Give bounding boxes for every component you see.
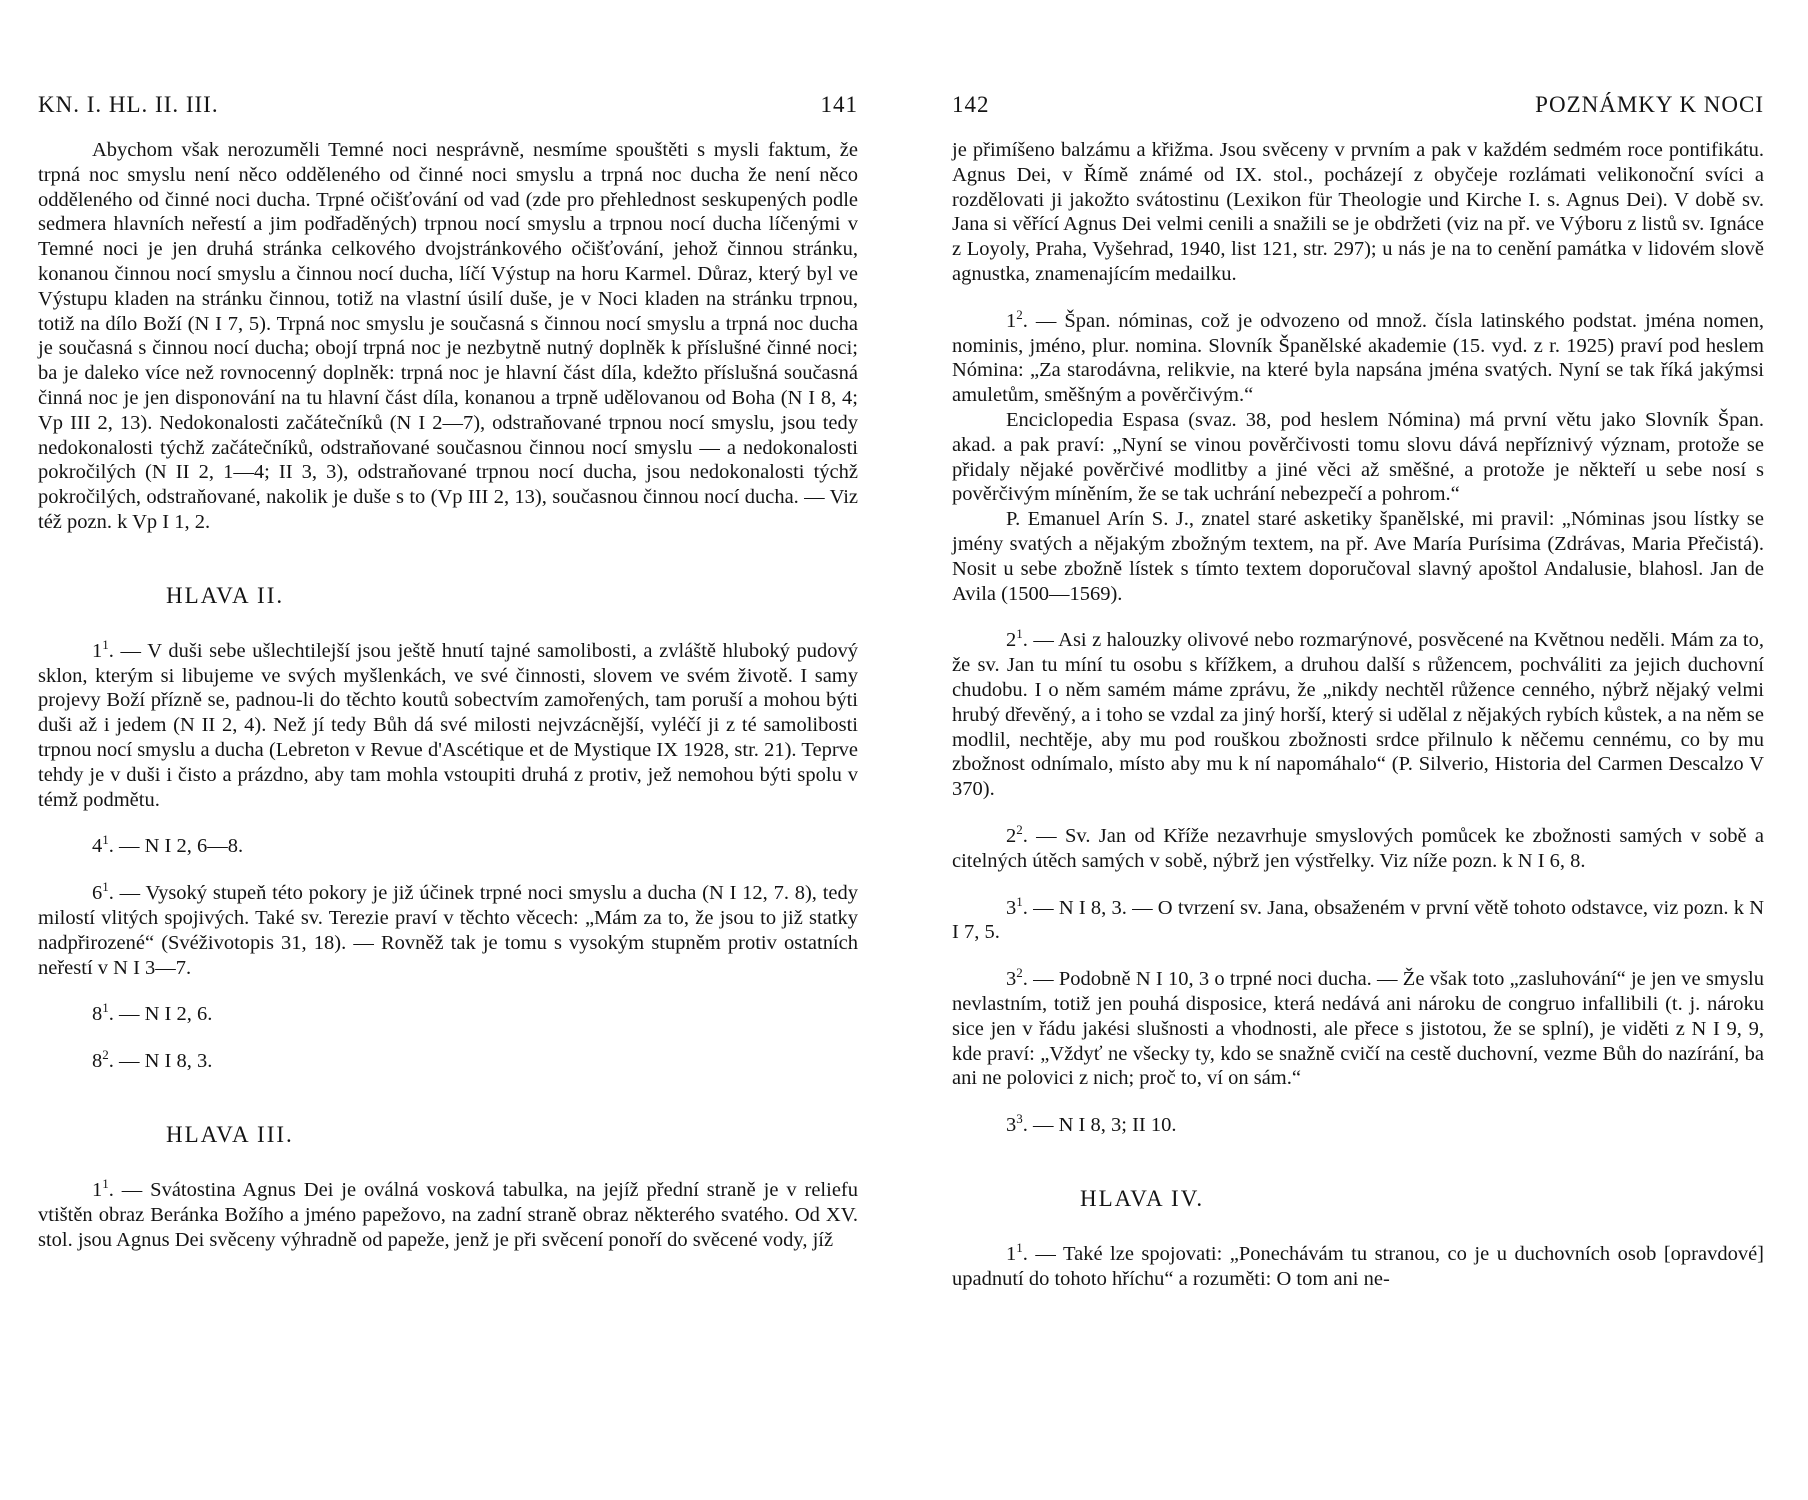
note-superscript: 1	[102, 832, 109, 848]
note-ch2-8-2	[38, 1049, 858, 1074]
note-text: . — V duši sebe ušlechtilejší jsou ještě hnutí tajné samolibosti, a zvláště hluboký pudový sklon, kterým si libujeme ve svých myšlenkách, ve své činnosti, slovem ve svém životě. I samy projevy Boží přízně se, padnou-li do těchto koutů sobectvím zamořených, tam poruší a mohou býti duši až i jedem (N II 2, 4). Než jí tedy Bůh dá své milosti nejvzácnější, vyléčí ji z té samolibosti trpnou nocí smyslu a ducha (Lebreton v Revue d'Ascétique et de Mystique IX 1928, str. 21). Teprve tehdy je v duši i čisto a prázdno, aby tam mohla vstoupiti druhá z protiv, jež nemohou býti spolu v témž podmětu.	[38, 639, 858, 811]
note-ch2-8-1	[38, 1002, 858, 1027]
note-number: 8	[92, 1003, 103, 1026]
note-text: . — N I 8, 3.	[108, 1050, 213, 1073]
note-superscript: 1	[1016, 893, 1023, 909]
left-page-body	[38, 138, 858, 1252]
note-text: . — N I 8, 3; II 10.	[1022, 1114, 1177, 1137]
right-page-number: 142	[952, 92, 990, 117]
chapter-heading-2: HLAVA II.	[166, 582, 285, 608]
chapter-heading-4: HLAVA IV.	[1080, 1185, 1205, 1211]
intro-paragraph: Abychom však nerozuměli Temné noci nesprávně, nesmíme spouštěti s mysli faktum, že trpná noc smyslu není něco odděleného od činné noci smyslu a trpná noc ducha že není něco odděleného od činné noci ducha. Trpné očišťování od vad (zde pro přehlednost seskupených podle sedmera hlavních neřestí a jim podřaděných) trpnou nocí smyslu a trpnou nocí ducha líčenými v Temné noci je jen druhá stránka celkového dvojstránkového očišťování, jehož činnou stránku, konanou činnou nocí smyslu a činnou nocí ducha, líčí Výstup na horu Karmel. Důraz, který byl ve Výstupu kladen na stránku činnou, totiž na vlastní úsilí duše, je v Noci kladen na stránku trpnou, totiž na dílo Boží (N I 7, 5). Trpná noc smyslu je současná s činnou nocí smyslu a trpná noc ducha je současná s činnou nocí ducha; obojí trpná noc je nezbytně nutný doplněk k příslušné činné noci; ba je daleko více než rovnocenný doplněk: trpná noc je hlavní část díla, kdežto příslušná současná činná noc je jen disponování na tu hlavní část díla, konanou a trpně udělovanou od Boha (N I 8, 4; Vp III 2, 13). Nedokonalosti začátečníků (N I 2—7), odstraňované trpnou nocí smyslu, jsou tedy nedokonalosti týchž začátečníků, odstraňované současnou činnou nocí smyslu — a nedokonalosti pokročilých (N II 2, 1—4; II 3, 3), odstraňované trpnou nocí ducha, jsou nedokonalosti týchž pokročilých, odstraňované, nakolik je duše s to (Vp III 2, 13), současnou činnou nocí ducha. — Viz též pozn. k Vp I 1, 2.	[38, 139, 858, 533]
note-superscript: 2	[102, 1047, 109, 1063]
note-superscript: 1	[1016, 626, 1023, 642]
note-ch3-3-2	[952, 967, 1764, 1091]
note-text: . — Podobně N I 10, 3 o trpné noci ducha. — Že však toto „zasluhování“ je jen ve smyslu nevlastním, totiž jen pouhá disposice, která nedává ani nároku de congruo infallibili (t. j. nároku sice jen v řádu jakési slušnosti a vhodnosti, ale přece s jistotou, že se splní), je viděti z N I 9, 9, kde praví: „Vždyť ne všecky ty, kdo se snažně cvičí na cestě duchovní, vezme Bůh do nazírání, ba ani ne polovici z nich; proč to, ví on sám.“	[952, 968, 1764, 1090]
note-superscript: 1	[102, 636, 109, 652]
note-ch4-1-1	[952, 1242, 1764, 1292]
note-number: 1	[1006, 1242, 1017, 1265]
note-number: 1	[1006, 309, 1017, 332]
note-ch3-3-3	[952, 1113, 1764, 1138]
note-superscript: 1	[102, 1176, 109, 1192]
right-header-title: POZNÁMKY K NOCI	[1535, 92, 1764, 117]
chapter-heading-3: HLAVA III.	[166, 1121, 294, 1147]
note-ch3-2-2	[952, 824, 1764, 874]
note-number: 8	[92, 1050, 103, 1073]
note-superscript: 2	[1016, 306, 1023, 322]
note-text: . — N I 8, 3. — O tvrzení sv. Jana, obsaženém v první větě tohoto odstavce, viz pozn. k N I 7, 5.	[952, 896, 1764, 944]
note-text: . — Špan. nóminas, což je odvozeno od množ. čísla latinského podstat. jména nomen, nominis, jméno, plur. nomina. Slovník Španělské akademie (15. vyd. z r. 1925) praví pod heslem Nómina: „Za starodávna, relikvie, na které byla napsána jména svatých. Nyní se tak říká jakýmsi amuletům, směšným a pověrčivým.“	[952, 309, 1764, 407]
note-superscript: 1	[102, 1000, 109, 1016]
note-ch2-1-1	[38, 636, 858, 813]
note-text: . — N I 2, 6.	[108, 1003, 213, 1026]
note-ch3-1-1	[38, 1178, 858, 1252]
note-superscript: 3	[1016, 1111, 1023, 1127]
note-superscript: 2	[1016, 965, 1023, 981]
continued-paragraph: je přimíšeno balzámu a křižma. Jsou svěceny v prvním a pak v každém sedmém roce pontifikátu. Agnus Dei, v Římě známé od IX. stol., pocházejí z obyčeje rozlámati velikonoční svíci a rozdělovati ji jakožto svátostinu (Lexikon für Theologie und Kirche I. s. Agnus Dei). V době sv. Jana si věřící Agnus Dei velmi cenili a snažili se je obdržeti (viz na př. ve Výboru z listů sv. Ignáce z Loyoly, Praha, Vyšehrad, 1940, list 121, str. 297); u nás je na to cenění památka v lidovém slově agnustka, znamenajícím medailku.	[952, 139, 1764, 285]
note-superscript: 1	[1016, 1240, 1023, 1256]
note-text: . — N I 2, 6—8.	[108, 835, 244, 858]
note-superscript: 1	[102, 879, 109, 895]
arin-paragraph: P. Emanuel Arín S. J., znatel staré asketiky španělské, mi pravil: „Nóminas jsou lístky se jmény svatých a nějakým zbožným textem, na př. Ave María Purísima (Zdrávas, Maria Přečistá). Nosit u sebe zbožně lístek s tímto textem doporučoval slavný apoštol Andalusie, blahosl. Jan de Avila (1500—1569).	[952, 508, 1764, 605]
right-running-head	[952, 92, 1764, 124]
right-page-body	[952, 138, 1764, 1291]
note-number: 6	[92, 882, 103, 905]
note-ch3-2-1	[952, 628, 1764, 802]
left-page	[38, 0, 858, 1500]
right-page	[952, 0, 1764, 1500]
note-number: 1	[92, 1178, 103, 1201]
note-number: 3	[1006, 968, 1017, 991]
note-number: 3	[1006, 1114, 1017, 1137]
note-number: 2	[1006, 824, 1017, 847]
left-page-number: 141	[820, 92, 858, 117]
note-number: 1	[92, 639, 103, 662]
note-text: . — Vysoký stupeň této pokory je již účinek trpné noci smyslu a ducha (N I 12, 7. 8), tedy milostí vlitých spojivých. Také sv. Terezie praví v těchto věcech: „Mám za to, že jsou to již statky nadpřirozené“ (Svéživotopis 31, 18). — Rovněž tak je tomu s vysokým stupněm protiv ostatních neřestí v N I 3—7.	[38, 882, 858, 979]
note-superscript: 2	[1016, 822, 1023, 838]
note-ch3-1-2	[952, 306, 1764, 408]
left-header-title: KN. I. HL. II. III.	[38, 92, 219, 117]
espasa-paragraph: Enciclopedia Espasa (svaz. 38, pod heslem Nómina) má první větu jako Slovník Špan. akad. a pak praví: „Nyní se vinou pověrčivosti tomu slovu dává nepříznivý význam, protože se přidaly nějaké pověrčivé modlitby a jiné věci až směšné, a protože je někteří u sebe nosí s pověrčivým míněním, že se tak uchrání nebezpečí a pohrom.“	[952, 408, 1764, 506]
note-ch2-4-1	[38, 834, 858, 859]
note-text: . — Asi z halouzky olivové nebo rozmarýnové, posvěcené na Květnou neděli. Mám za to, že sv. Jan tu míní tu osobu s křížkem, a druhou další s růžencem, pochváliti za jejich duchovní chudobu. I o něm samém máme zprávu, že „nikdy nechtěl růžence cenného, nýbrž nějaký velmi hrubý dřevěný, a i toho se vzdal za jiný horší, který si udělal z nějakých rybích kůstek, a na něm se modlil, nechtěje, aby mu pod rouškou zbožnosti srdce přilnulo k něčemu cennému, co by mu zbožnost odnímalo, místo aby mu k ní napomáhalo“ (P. Silverio, Historia del Carmen Descalzo V 370).	[952, 629, 1764, 801]
note-number: 4	[92, 835, 103, 858]
note-text: . — Svátostina Agnus Dei je oválná vosková tabulka, na jejíž přední straně je v reliefu vtištěn obraz Beránka Božího a jméno papežovo, na zadní straně obraz některého svatého. Od XV. stol. jsou Agnus Dei svěceny výhradně od papeže, jenž je při svěcení ponoří do svěcené vody, jíž	[38, 1178, 858, 1251]
note-number: 2	[1006, 629, 1017, 652]
note-text: . — Sv. Jan od Kříže nezavrhuje smyslových pomůcek ke zbožnosti samých v sobě a citelných útěch samých v sobě, nýbrž jen výstřelky. Viz níže pozn. k N I 6, 8.	[952, 824, 1764, 872]
note-text: . — Také lze spojovati: „Ponechávám tu stranou, co je u duchovních osob [opravdové] upadnutí do tohoto hříchu“ a rozuměti: O tom ani ne-	[952, 1242, 1764, 1290]
note-ch3-3-1	[952, 893, 1764, 946]
note-ch2-6-1	[38, 881, 858, 980]
note-number: 3	[1006, 896, 1017, 919]
left-running-head	[38, 92, 858, 124]
